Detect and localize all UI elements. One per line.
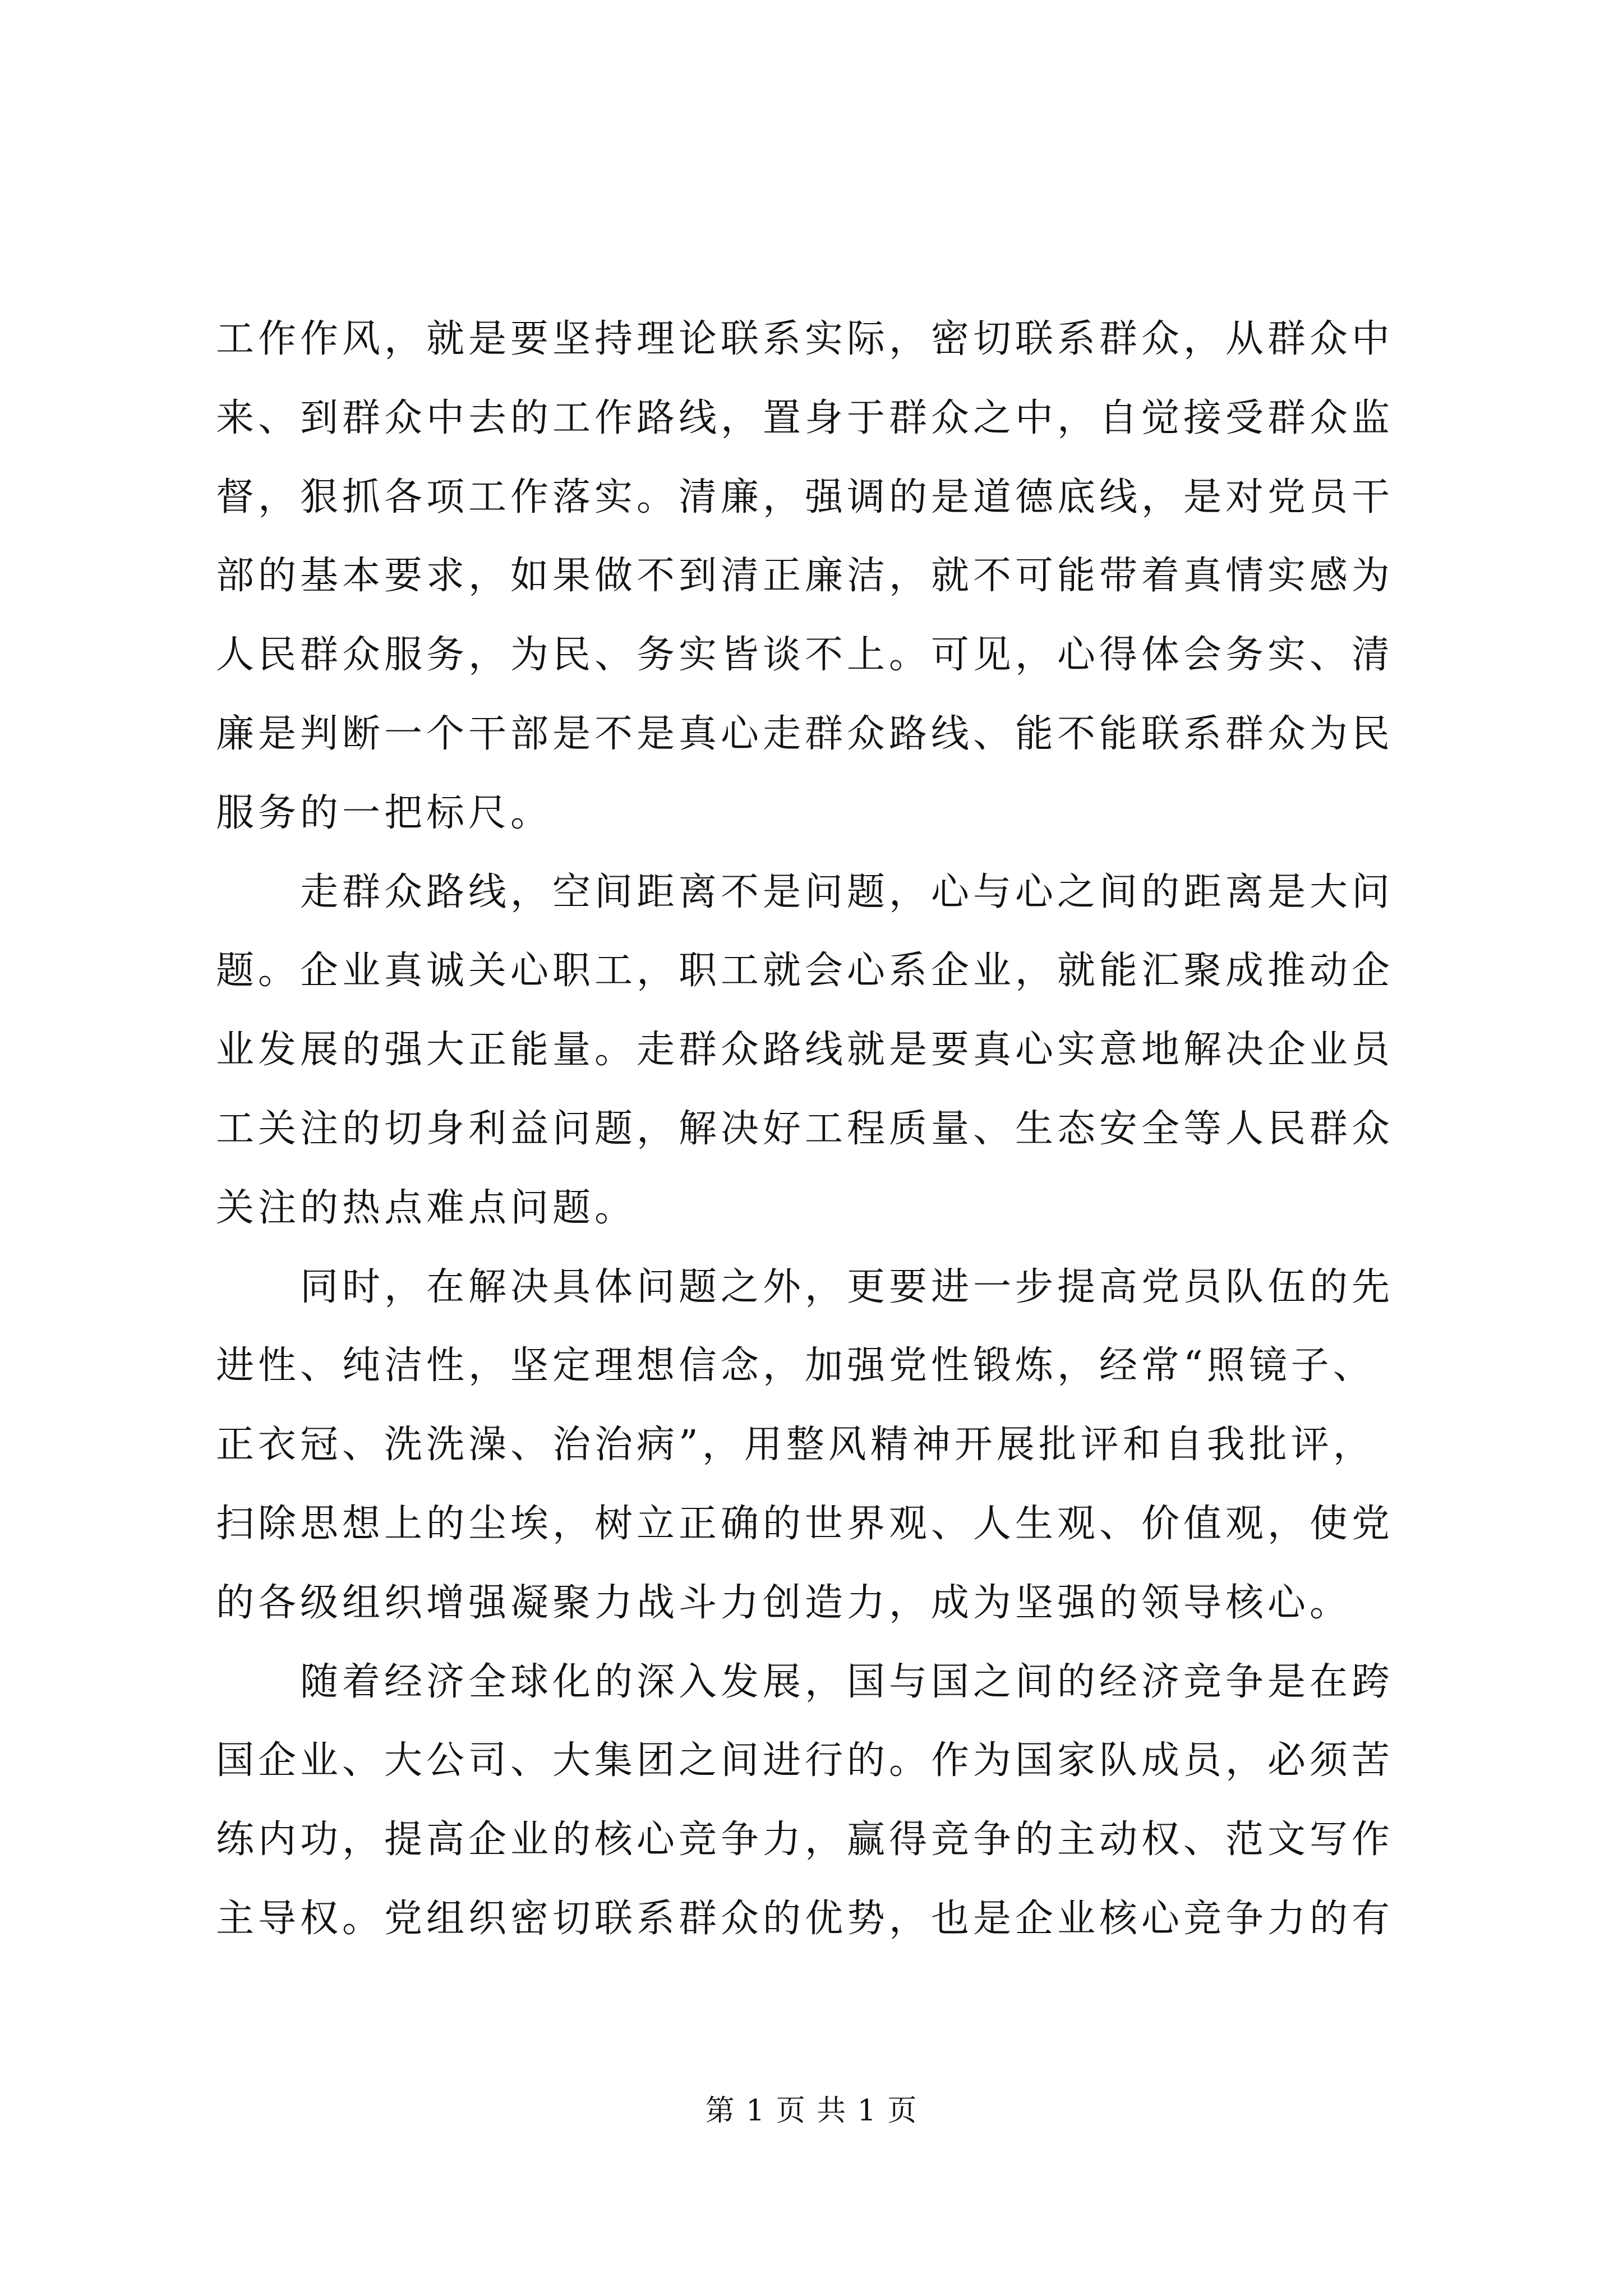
text-line: 主导权。党组织密切联系群众的优势，也是企业核心竞争力的有 (216, 1896, 1394, 1941)
text-line: 题。企业真诚关心职工，职工就会心系企业，就能汇聚成推动企 (216, 949, 1394, 993)
text-line: 督，狠抓各项工作落实。清廉，强调的是道德底线，是对党员干 (216, 475, 1394, 519)
text-line: 业发展的强大正能量。走群众路线就是要真心实意地解决企业员 (216, 1028, 1394, 1073)
text-line: 人民群众服务，为民、务实皆谈不上。可见，心得体会务实、清 (216, 633, 1394, 678)
paragraph-start-line: 随着经济全球化的深入发展，国与国之间的经济竞争是在跨 (300, 1659, 1394, 1704)
text-line: 练内功，提高企业的核心竞争力，赢得竞争的主动权、范文写作 (216, 1818, 1394, 1862)
text-line: 国企业、大公司、大集团之间进行的。作为国家队成员，必须苦 (216, 1738, 1394, 1783)
document-body (216, 300, 1427, 1959)
paragraph-start-line: 走群众路线，空间距离不是问题，心与心之间的距离是大问 (300, 869, 1394, 914)
text-line: 关注的热点难点问题。 (216, 1185, 637, 1230)
text-line: 部的基本要求，如果做不到清正廉洁，就不可能带着真情实感为 (216, 554, 1394, 599)
paragraph-start-line: 同时，在解决具体问题之外，更要进一步提高党员队伍的先 (300, 1264, 1394, 1309)
text-line: 进性、纯洁性，坚定理想信念，加强党性锻炼，经常“照镜子、 (216, 1343, 1375, 1388)
page-footer: 第 1 页 共 1 页 (705, 2094, 918, 2128)
text-line: 服务的一把标尺。 (216, 790, 553, 835)
text-line: 工作作风，就是要坚持理论联系实际，密切联系群众，从群众中 (216, 317, 1394, 361)
text-line: 廉是判断一个干部是不是真心走群众路线、能不能联系群众为民 (216, 711, 1394, 756)
text-line: 扫除思想上的尘埃，树立正确的世界观、人生观、价值观，使党 (216, 1501, 1394, 1546)
text-line: 来、到群众中去的工作路线，置身于群众之中，自觉接受群众监 (216, 395, 1394, 440)
text-line: 的各级组织增强凝聚力战斗力创造力，成为坚强的领导核心。 (216, 1580, 1352, 1625)
text-line: 工关注的切身利益问题，解决好工程质量、生态安全等人民群众 (216, 1106, 1394, 1151)
text-line: 正衣冠、洗洗澡、治治病”，用整风精神开展批评和自我批评， (216, 1423, 1375, 1467)
